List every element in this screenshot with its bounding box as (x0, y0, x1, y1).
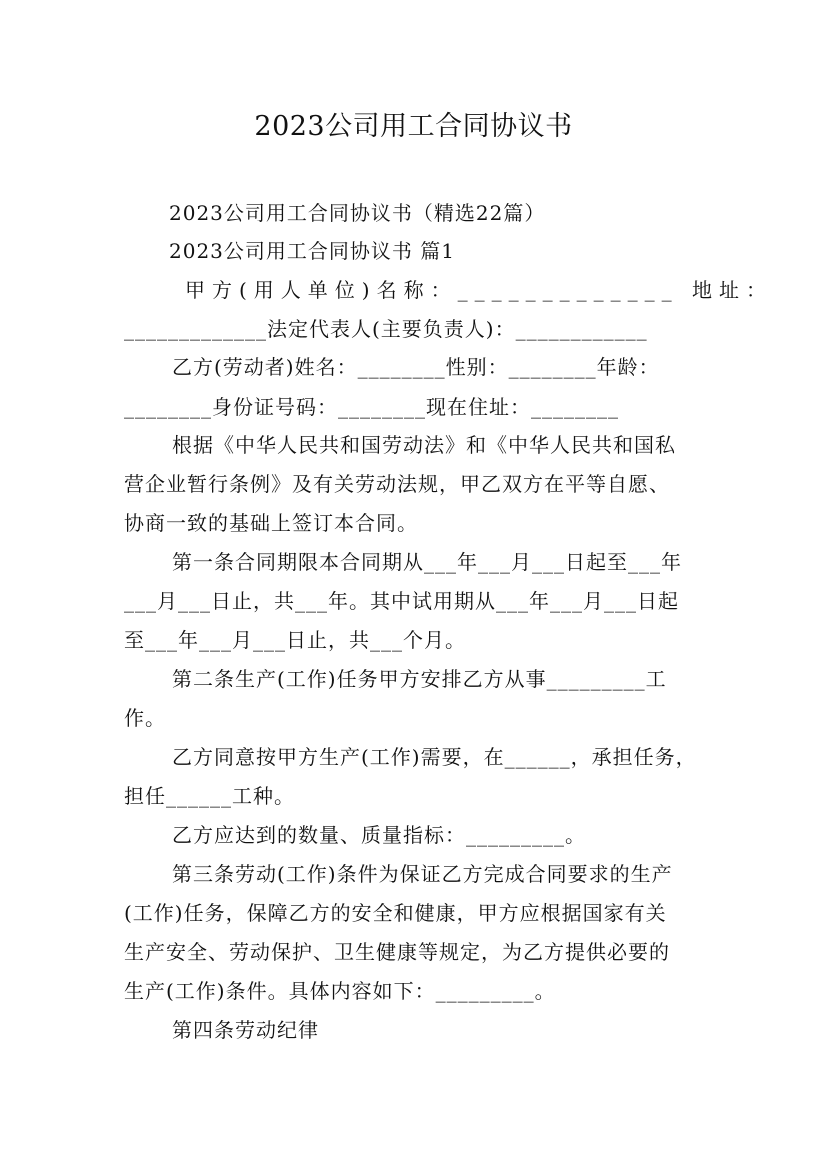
document-subtitle: 2023公司用工合同协议书（精选22篇） (169, 201, 546, 225)
paragraph-line: 营企业暂行条例》及有关劳动法规，甲乙双方在平等自愿、 (124, 472, 670, 496)
article-2-line: 担任______工种。 (124, 784, 295, 808)
article-3-line: 生产(工作)条件。具体内容如下：_________。 (124, 979, 556, 1003)
party-b-line: 乙方(劳动者)姓名：________性别：________年龄： (172, 355, 660, 379)
article-1-line: 第一条合同期限本合同期从___年___月___日起至___年 (172, 550, 682, 574)
article-3-line: 生产安全、劳动保护、卫生健康等规定，为乙方提供必要的 (124, 940, 670, 964)
party-b-id-line: ________身份证号码：________现在住址：________ (124, 395, 619, 419)
section-heading: 2023公司用工合同协议书 篇1 (169, 239, 455, 263)
paragraph-line: 根据《中华人民共和国劳动法》和《中华人民共和国私 (172, 433, 676, 457)
article-2-line: 乙方应达到的数量、质量指标：_________。 (172, 823, 586, 847)
party-a-representative-line: _____________法定代表人(主要负责人)：____________ (124, 317, 648, 341)
article-2-line: 第二条生产(工作)任务甲方安排乙方从事_________工 (172, 667, 667, 691)
party-a-line: 甲方(用人单位)名称：_____________ 地址： (185, 278, 773, 302)
article-1-line: ___月___日止，共___年。其中试用期从___年___月___日起 (124, 589, 679, 613)
article-2-line: 乙方同意按甲方生产(工作)需要，在______，承担任务， (172, 745, 697, 769)
paragraph-line: 协商一致的基础上签订本合同。 (124, 511, 418, 535)
article-3-line: (工作)任务，保障乙方的安全和健康，甲方应根据国家有关 (124, 901, 667, 925)
article-2-line: 作。 (124, 706, 166, 730)
article-4-heading: 第四条劳动纪律 (172, 1018, 319, 1042)
article-1-line: 至___年___月___日止，共___个月。 (124, 628, 466, 652)
document-title: 2023公司用工合同协议书 (254, 111, 573, 142)
article-3-line: 第三条劳动(工作)条件为保证乙方完成合同要求的生产 (172, 862, 673, 886)
